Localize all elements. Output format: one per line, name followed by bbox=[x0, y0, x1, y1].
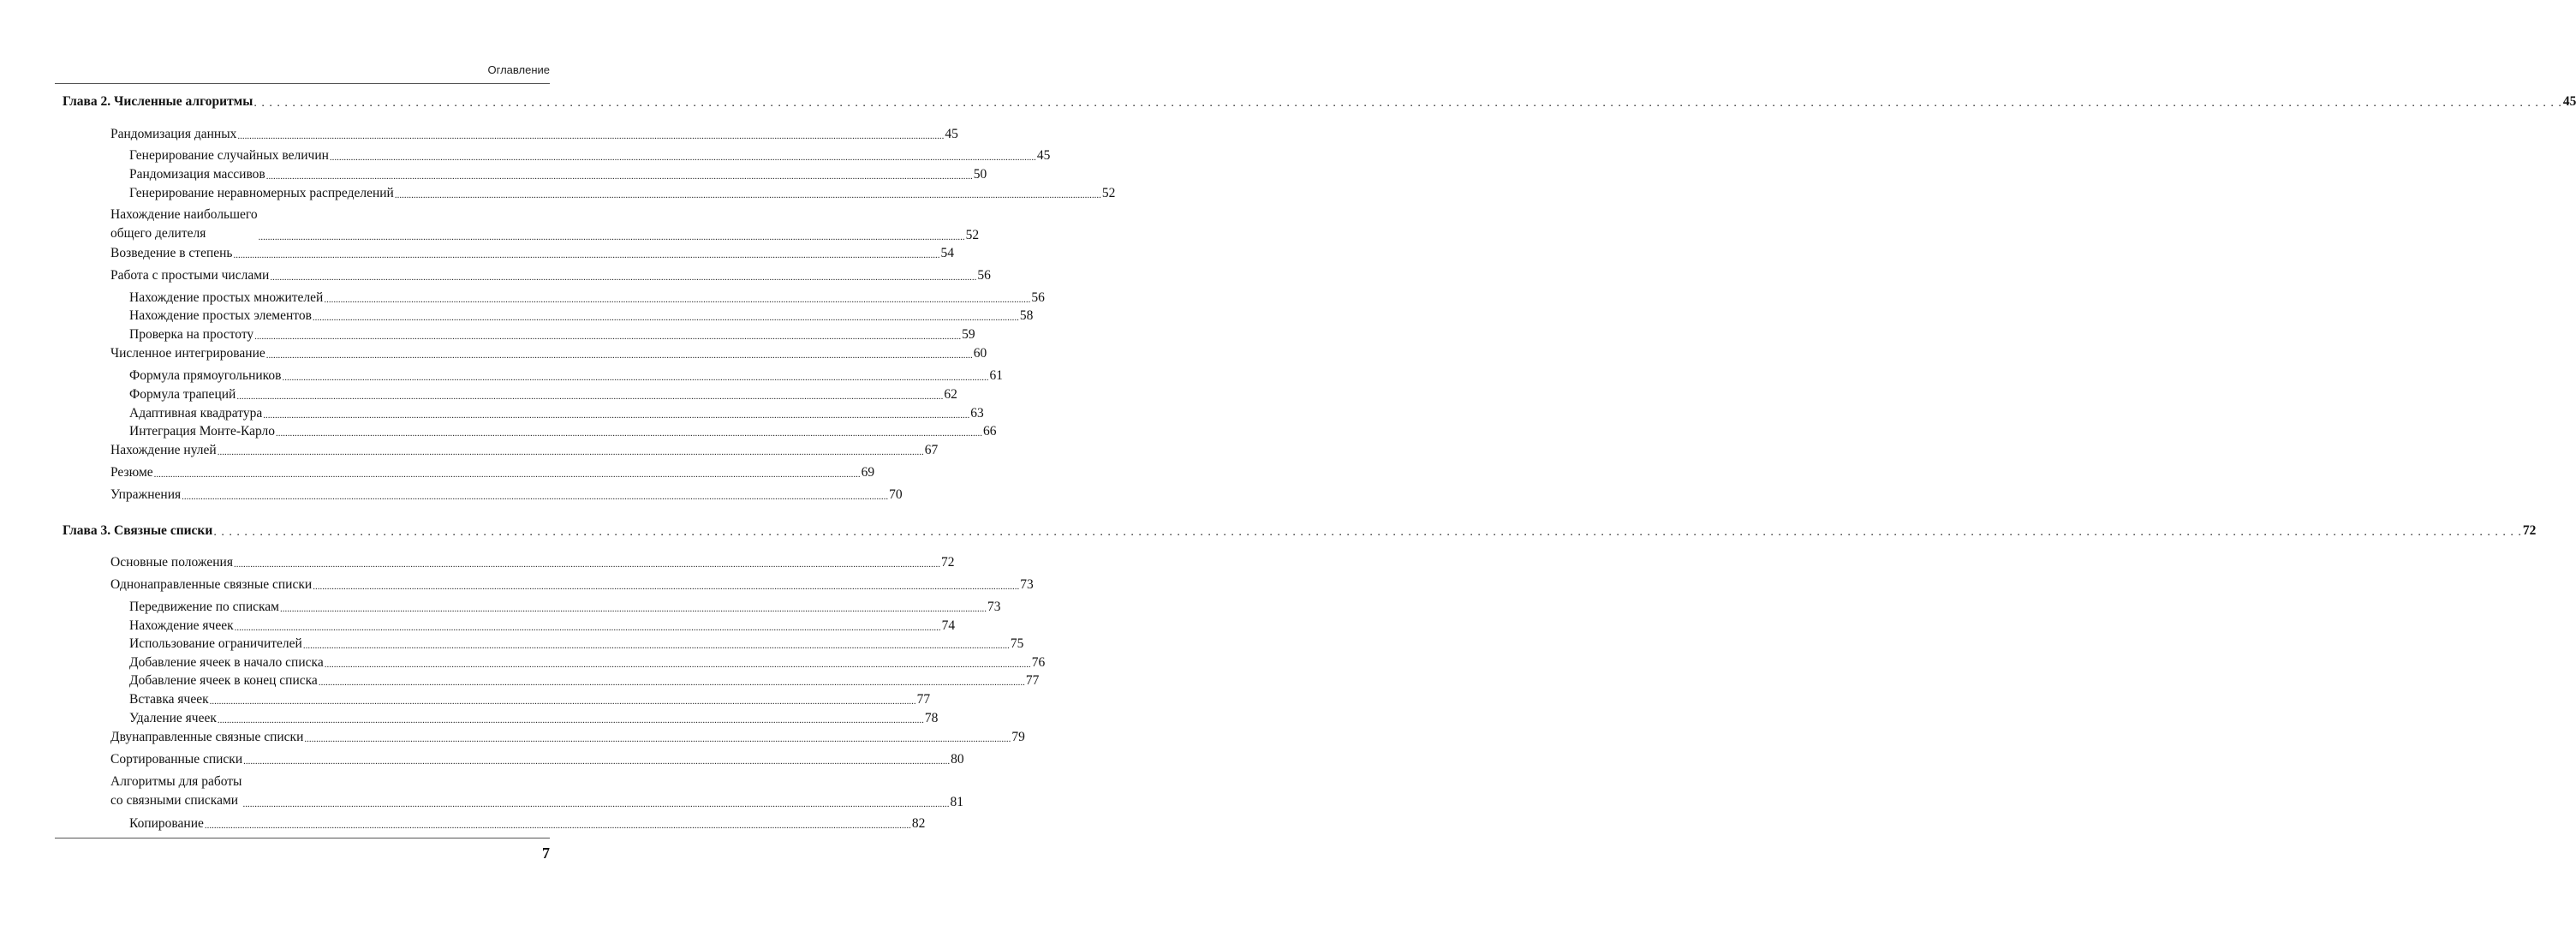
toc-chapter-2[interactable]: Глава 2. Численные алгоритмы . . . . . . . . . . . . . . . . . . . . . . . . . . . . . . . . . . . . . . . . . . . . . . . . . . . . . . . . . . . . . . . . . . . . . . . . . . . . . . . . . . . . . . . . . . . . . . . . . . . . . . . . . . . . . . . . . . . . . . . . . . . . . . . . . . . . . . . . . . . . . . . . . . . . . . . . . . . . . . . . . . . . . . . . . . . . . . . . . . . . . . . . . . . . . . . . . . . . . . . . . . . . . . . . . . . . . . . . . . . . . . . . . . . . . . . . . . . . . . . . . . . . . . . . . . . . . . . . . . . . . . . . . . . . . . . . . . . . . . . . . . . . . . . . . . . . . . . . . . . . 45 bbox=[63, 94, 2576, 110]
toc-entry[interactable]: Формула трапеций ............................................................................................................................................................................................................................................................................................................ 62 bbox=[129, 387, 957, 402]
toc-entry[interactable]: Копирование ............................................................................................................................................................................................................................................................................................................ 82 bbox=[129, 816, 926, 831]
toc-entry-title: Глава 2. Численные алгоритмы bbox=[63, 94, 253, 109]
toc-entry[interactable]: Основные положения ............................................................................................................................................................................................................................................................................................................ 72 bbox=[110, 555, 955, 570]
toc-entry-page: 45 bbox=[2562, 94, 2576, 109]
toc-entry[interactable]: Возведение в степень ............................................................................................................................................................................................................................................................................................................ 54 bbox=[110, 246, 954, 260]
toc-entry[interactable]: Нахождение простых множителей ............................................................................................................................................................................................................................................................................................................ 56 bbox=[129, 290, 1045, 305]
toc-entry[interactable]: Численное интегрирование ............................................................................................................................................................................................................................................................................................................ 60 bbox=[110, 346, 987, 361]
toc-entry[interactable]: Генерирование случайных величин ............................................................................................................................................................................................................................................................................................................ 45 bbox=[129, 148, 1051, 163]
toc-entry[interactable]: Передвижение по спискам ............................................................................................................................................................................................................................................................................................................ 73 bbox=[129, 600, 1001, 614]
running-head: Оглавление bbox=[487, 63, 550, 76]
toc-entry[interactable]: Добавление ячеек в начало списка ............................................................................................................................................................................................................................................................................................................ 76 bbox=[129, 655, 1046, 670]
toc-entry[interactable]: Упражнения ............................................................................................................................................................................................................................................................................................................ 70 bbox=[110, 487, 903, 502]
toc-entry[interactable]: Рандомизация массивов ............................................................................................................................................................................................................................................................................................................ 50 bbox=[129, 167, 987, 182]
toc-entry[interactable]: Работа с простыми числами ............................................................................................................................................................................................................................................................................................................ 56 bbox=[110, 268, 991, 283]
toc-entry[interactable]: Резюме ............................................................................................................................................................................................................................................................................................................ 69 bbox=[110, 465, 875, 480]
toc-entry[interactable]: Сортированные списки ............................................................................................................................................................................................................................................................................................................ 80 bbox=[110, 752, 964, 767]
toc-entry[interactable]: Двунаправленные связные списки ............................................................................................................................................................................................................................................................................................................ 79 bbox=[110, 730, 1025, 744]
page-number: 7 bbox=[542, 844, 550, 862]
toc-entry[interactable]: Вставка ячеек ............................................................................................................................................................................................................................................................................................................ 77 bbox=[129, 692, 931, 707]
toc-entry[interactable]: Проверка на простоту ............................................................................................................................................................................................................................................................................................................ 59 bbox=[129, 327, 975, 342]
toc-entry[interactable]: Нахождение простых элементов ............................................................................................................................................................................................................................................................................................................ 58 bbox=[129, 308, 1034, 323]
toc-entry[interactable]: Однонаправленные связные списки ............................................................................................................................................................................................................................................................................................................ 73 bbox=[110, 577, 1034, 592]
toc-chapter-3[interactable]: Глава 3. Связные списки . . . . . . . . . . . . . . . . . . . . . . . . . . . . . . . . . . . . . . . . . . . . . . . . . . . . . . . . . . . . . . . . . . . . . . . . . . . . . . . . . . . . . . . . . . . . . . . . . . . . . . . . . . . . . . . . . . . . . . . . . . . . . . . . . . . . . . . . . . . . . . . . . . . . . . . . . . . . . . . . . . . . . . . . . . . . . . . . . . . . . . . . . . . . . . . . . . . . . . . . . . . . . . . . . . . . . . . . . . . . . . . . . . . . . . . . . . . . . . . . . . . . . . . . . . . . . . . . . . . . . . . . . . . . . . . . . . . . . . . . . . . . . . . . . . . . . . . . . . . . 72 bbox=[63, 523, 2537, 539]
toc-entry[interactable]: Алгоритмы для работы со связными списками ............................................................................................................................................................................................................................................................................................................ 81 bbox=[110, 774, 963, 809]
toc-entry[interactable]: Формула прямоугольников ............................................................................................................................................................................................................................................................................................................ 61 bbox=[129, 368, 1003, 383]
toc-entry[interactable]: Использование ограничителей ............................................................................................................................................................................................................................................................................................................ 75 bbox=[129, 636, 1024, 651]
toc-entry[interactable]: Удаление ячеек ............................................................................................................................................................................................................................................................................................................ 78 bbox=[129, 711, 939, 725]
toc-entry[interactable]: Рандомизация данных ............................................................................................................................................................................................................................................................................................................ 45 bbox=[110, 127, 958, 141]
toc-entry[interactable]: Добавление ячеек в конец списка ............................................................................................................................................................................................................................................................................................................ 77 bbox=[129, 673, 1040, 688]
toc-entry[interactable]: Адаптивная квадратура ............................................................................................................................................................................................................................................................................................................ 63 bbox=[129, 406, 984, 421]
toc-entry[interactable]: Нахождение ячеек ............................................................................................................................................................................................................................................................................................................ 74 bbox=[129, 618, 956, 633]
toc-entry-page: 72 bbox=[2522, 523, 2537, 538]
toc-entry[interactable]: Нахождение нулей ............................................................................................................................................................................................................................................................................................................ 67 bbox=[110, 443, 939, 457]
toc-entry[interactable]: Генерирование неравномерных распределений ............................................................................................................................................................................................................................................................................................................ 52 bbox=[129, 186, 1116, 200]
toc-entry-title: Глава 3. Связные списки bbox=[63, 523, 213, 538]
toc-entry[interactable]: Нахождение наибольшего общего делителя ............................................................................................................................................................................................................................................................................................................ 52 bbox=[110, 207, 980, 242]
toc-entry[interactable]: Интеграция Монте-Карло ............................................................................................................................................................................................................................................................................................................ 66 bbox=[129, 424, 997, 439]
